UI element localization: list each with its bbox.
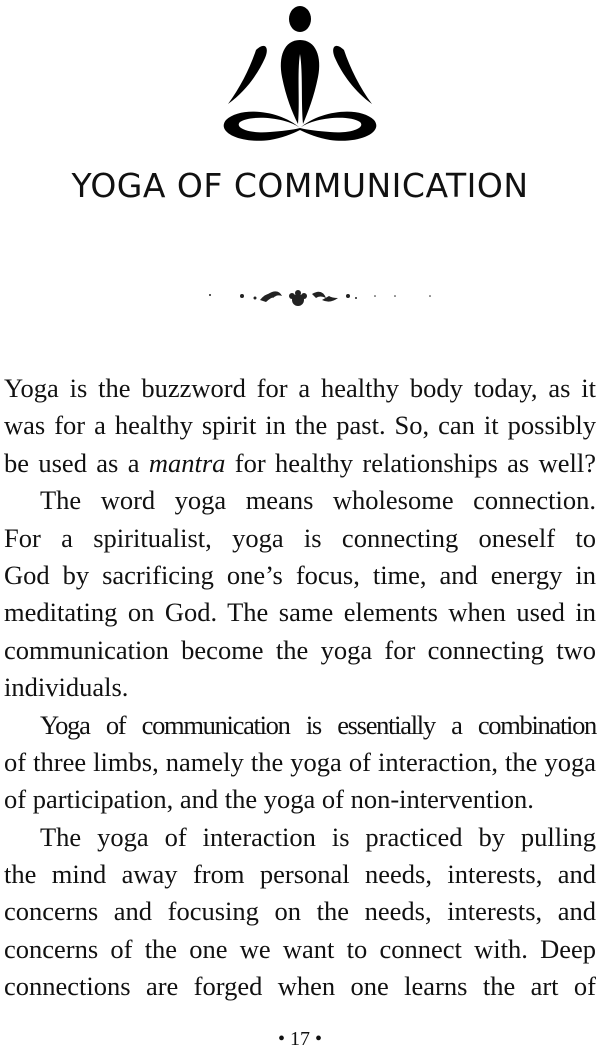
text-line: the mind away from personal needs, interests, and xyxy=(4,859,596,890)
body-text xyxy=(4,370,596,1006)
text-line: Yoga is the buzzword for a healthy body today, as it xyxy=(4,373,596,403)
text-line: concerns of the one we want to connect with. Deep xyxy=(4,933,596,964)
text-run: for healthy relationships as well? xyxy=(225,447,596,478)
text-line: of three limbs, namely the yoga of interaction, the yoga xyxy=(4,746,596,777)
text-line: meditating on God. The same elements when used in xyxy=(4,597,596,628)
text-line: connections are forged when one learns the art of xyxy=(4,971,596,1002)
text-line: For a spiritualist, yoga is connecting oneself to xyxy=(4,522,596,553)
meditation-figure-logo xyxy=(220,2,380,150)
chapter-title: YOGA OF COMMUNICATION xyxy=(71,166,529,205)
text-line: God by sacrificing one’s focus, time, and energy in xyxy=(4,559,596,590)
floral-ornament xyxy=(200,280,450,316)
text-line: of participation, and the yoga of non-intervention. xyxy=(4,784,534,815)
page-number: • 17 • xyxy=(277,1028,322,1050)
text-line xyxy=(4,445,596,482)
text-line: individuals. xyxy=(4,672,129,703)
text-line: was for a healthy spirit in the past. So, can it possibly xyxy=(4,410,596,441)
text-line: The word yoga means wholesome connection. xyxy=(40,485,596,516)
text-run: be used as a xyxy=(4,447,149,478)
text-line: Yoga of communication is essentially a combination xyxy=(40,709,596,740)
text-line: The yoga of interaction is practiced by pulling xyxy=(40,821,596,852)
text-line: communication become the yoga for connecting two xyxy=(4,634,596,665)
text-line: concerns and focusing on the needs, interests, and xyxy=(4,896,596,927)
emphasis-mantra: mantra xyxy=(148,447,226,478)
